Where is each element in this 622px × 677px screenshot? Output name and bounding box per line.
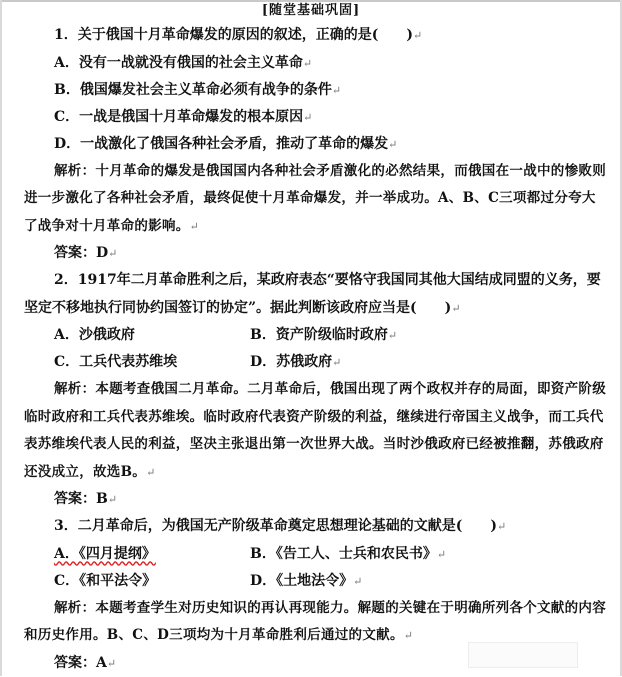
question-2-option-a: A．沙俄政府: [54, 327, 135, 343]
window-left-border: [0, 0, 2, 676]
watermark-logo: [468, 642, 578, 668]
question-3-stem: 3．二月革命后，为俄国无产阶级革命奠定思想理论基础的文献是( )↵: [54, 518, 507, 534]
section-header: [随堂基础巩固]: [261, 3, 361, 18]
question-1-answer: 答案：D↵: [54, 245, 118, 261]
question-1-option-c: C．一战是俄国十月革命爆发的根本原因↵: [54, 108, 313, 125]
question-3-answer: 答案：A↵: [54, 654, 117, 671]
question-3-options-row-2: C．《和平法令》 D．《土地法令》 ↵: [24, 568, 606, 595]
question-3-option-c: C．《和平法令》: [54, 572, 157, 589]
question-3-explanation: 解析：本题考查学生对历史知识的再认再现能力。解题的关键在于明确所列各个文献的内容和历史作用。B、C、D三项均为十月革命胜利后通过的文献。↵: [24, 599, 606, 643]
question-3-options-row-1: A．《四月提纲》 B．《告工人、士兵和农民书》 ↵: [24, 541, 606, 568]
question-2-options-row-2: C．工兵代表苏维埃 D．苏俄政府 ↵: [24, 349, 606, 376]
question-1-stem: 1．关于俄国十月革命爆发的原因的叙述，正确的是( )↵: [54, 27, 423, 43]
question-1-option-d: D．一战激化了俄国各种社会矛盾，推动了革命的爆发↵: [54, 135, 398, 152]
question-2-option-b: B．资产阶级临时政府: [250, 327, 388, 343]
question-2-options-row-1: A．沙俄政府 B．资产阶级临时政府 ↵: [24, 322, 606, 349]
question-2-explanation: 解析：本题考查俄国二月革命。二月革命后，俄国出现了两个政权并存的局面，即资产阶级临时政府和工兵代表苏维埃。临时政府代表资产阶级的利益，继续进行帝国主义战争，而工兵代表苏维埃代表人民的利益，坚决主张退出第一次世界大战。当时沙俄政府已经被推翻，苏俄政府还没成立，故选B。↵: [24, 381, 606, 480]
document-page: [24, 0, 606, 677]
question-1-option-a: A．没有一战就没有俄国的社会主义革命↵: [54, 54, 313, 71]
question-3-option-a: A．《四月提纲》: [54, 545, 156, 562]
question-3-option-d: D．《土地法令》: [250, 572, 354, 589]
question-3-option-b: B．《告工人、士兵和农民书》: [250, 545, 437, 562]
question-2-option-d: D．苏俄政府: [250, 354, 333, 370]
question-1-explanation: 解析：十月革命的爆发是俄国国内各种社会矛盾激化的必然结果，而俄国在一战中的惨败则进一步激化了各种社会矛盾，最终促使十月革命爆发，并一举成功。A、B、C三项都过分夸大了战争对十月革命的影响。↵: [24, 162, 606, 234]
question-2-answer: 答案：B↵: [54, 491, 118, 507]
question-1-option-b: B．俄国爆发社会主义革命必须有战争的条件↵: [54, 81, 342, 98]
question-2-stem: 2．1917年二月革命胜利之后，某政府表态“要恪守我国同其他大国结成同盟的义务，要坚定不移地执行同协约国签订的协定”。据此判断该政府应当是( )↵: [24, 272, 601, 316]
question-2-option-c: C．工兵代表苏维埃: [54, 354, 178, 370]
